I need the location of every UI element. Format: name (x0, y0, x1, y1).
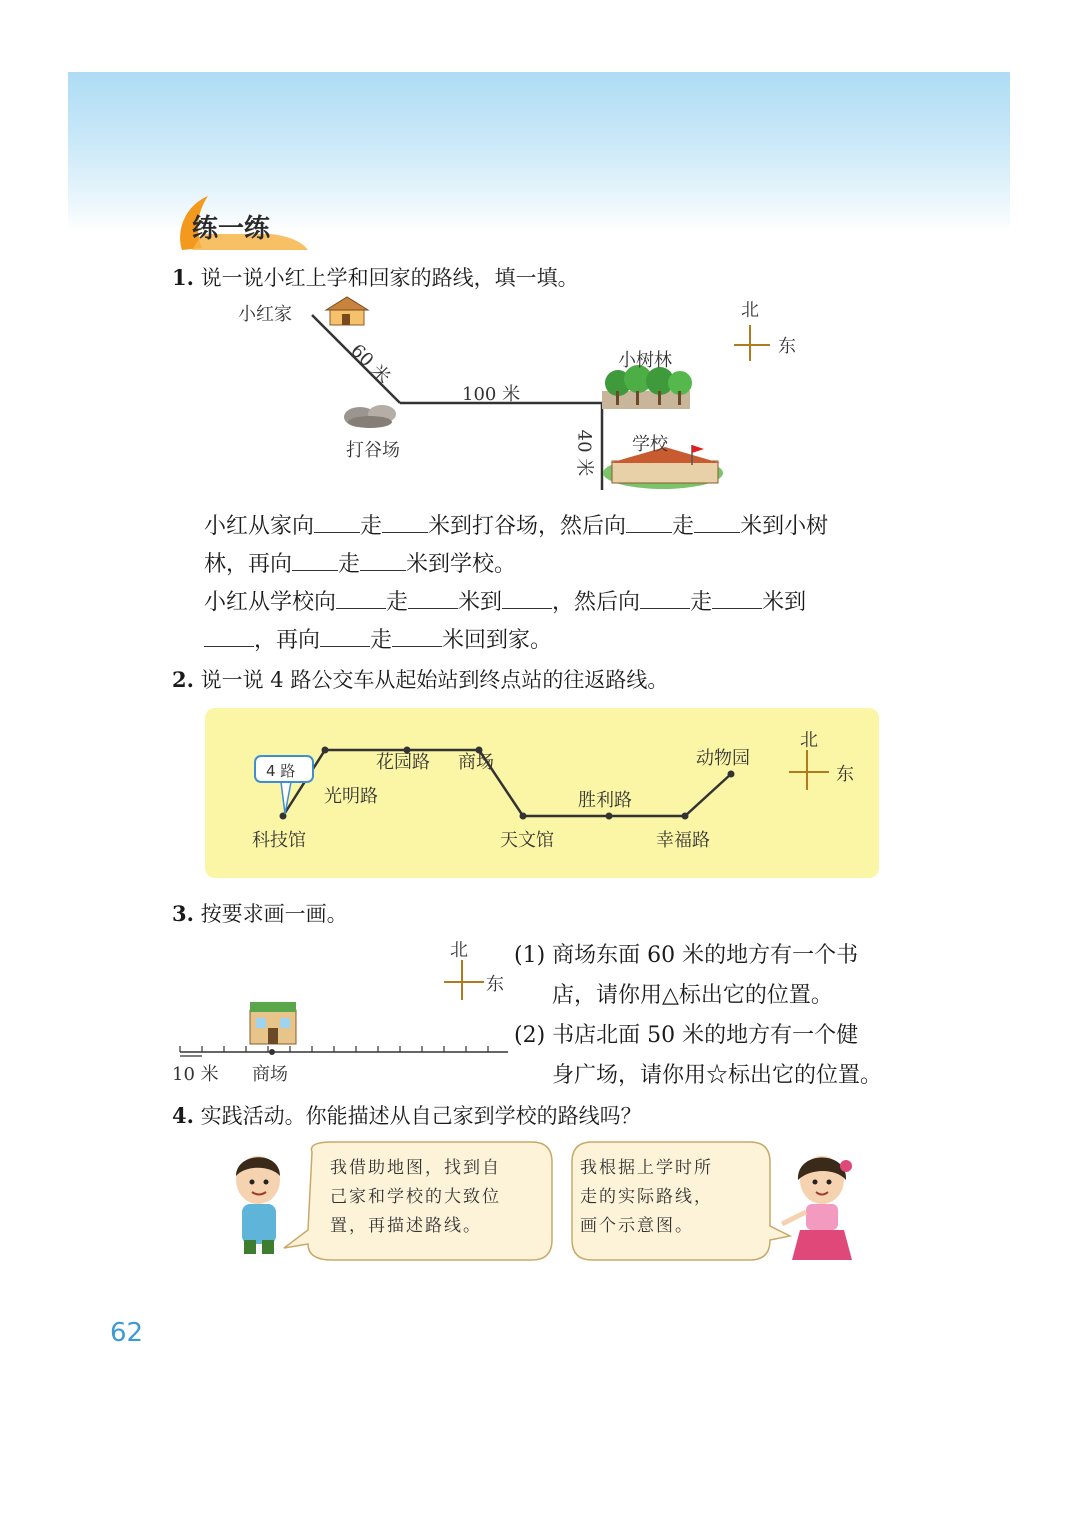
fill-text: 米到打谷场，然后向 (428, 514, 627, 539)
q1-route-map (230, 295, 830, 500)
q1-fill-line-1 (204, 508, 828, 546)
mall-dot (269, 1049, 275, 1055)
mall-icon (250, 1002, 296, 1044)
question-4-title (172, 1100, 642, 1130)
stop-dongwuyuan: 动物园 (696, 748, 750, 769)
q1-fill-line-3 (204, 584, 806, 622)
fill-text: ，然后向 (552, 590, 641, 615)
answer-blank[interactable] (392, 624, 442, 647)
boy-speech-line: 己家和学校的大致位 (330, 1187, 501, 1207)
label-distance-60: 60 米 (346, 340, 395, 388)
fill-text: 小红从学校向 (204, 590, 337, 615)
stop-shengli: 胜利路 (578, 790, 632, 811)
fill-text: 米到学校。 (406, 552, 517, 577)
boy-speech-line: 我借助地图，找到自 (330, 1158, 501, 1178)
fill-text: 走 (386, 590, 409, 615)
bus-route-map (205, 708, 879, 878)
answer-blank[interactable] (502, 586, 552, 609)
girl-speech-text (580, 1154, 713, 1241)
fill-text: 米到小树 (740, 514, 829, 539)
stop-tianwen: 天文馆 (500, 830, 554, 851)
fill-text: 林，再向 (204, 552, 293, 577)
label-home: 小红家 (238, 304, 292, 325)
fill-text: 走 (360, 514, 383, 539)
answer-blank[interactable] (336, 586, 386, 609)
fill-text: ，再向 (254, 628, 321, 653)
answer-blank[interactable] (360, 548, 406, 571)
mall-label: 商场 (252, 1064, 288, 1085)
answer-blank[interactable] (694, 510, 740, 533)
q3-compass-east: 东 (486, 974, 504, 995)
rocks-icon (344, 405, 396, 428)
stop-huayuan: 花园路 (376, 752, 430, 773)
q3-task-1-line-1: (1) 商场东面 60 米的地方有一个书 (514, 943, 859, 968)
stop-guangming: 光明路 (324, 786, 378, 807)
boy-speech-line: 置，再描述路线。 (330, 1216, 482, 1236)
stop-dot (682, 813, 689, 820)
answer-blank[interactable] (314, 510, 360, 533)
q3-task-1-line-2: 店，请你用△标出它的位置。 (552, 983, 833, 1008)
q1-compass-icon (734, 325, 770, 361)
q4-illustration (222, 1140, 862, 1275)
stop-kejiguan: 科技馆 (252, 830, 306, 851)
question-1-prompt: 说一说小红上学和回家的路线，填一填。 (200, 266, 579, 290)
fill-text: 走 (338, 552, 361, 577)
answer-blank[interactable] (408, 586, 458, 609)
answer-blank[interactable] (320, 624, 370, 647)
q1-compass-east: 东 (778, 336, 796, 357)
q1-compass-north: 北 (741, 300, 759, 321)
q3-task-2-line-1: (2) 书店北面 50 米的地方有一个健 (514, 1023, 859, 1048)
answer-blank[interactable] (292, 548, 338, 571)
fill-text: 米到 (762, 590, 807, 615)
girl-speech-line: 我根据上学时所 (580, 1158, 713, 1178)
girl-icon (782, 1156, 852, 1260)
question-2-prompt: 说一说 4 路公交车从起始站到终点站的往返路线。 (200, 668, 669, 692)
q1-fill-line-2 (204, 546, 516, 584)
answer-blank[interactable] (382, 510, 428, 533)
scale-ticks (180, 1046, 488, 1056)
stop-dot (606, 813, 613, 820)
q3-compass-icon (444, 960, 484, 1000)
question-3-number: 3. (172, 901, 194, 926)
q2-compass-east: 东 (836, 764, 854, 785)
label-distance-100: 100 米 (462, 384, 521, 405)
stop-dot (728, 771, 735, 778)
fill-text: 走 (690, 590, 713, 615)
girl-speech-line: 画个示意图。 (580, 1216, 694, 1236)
boy-speech-text (330, 1154, 501, 1241)
label-distance-40: 40 米 (573, 429, 595, 477)
scale-label: 10 米 (172, 1064, 219, 1085)
page-number: 62 (110, 1318, 144, 1348)
house-icon (326, 297, 368, 325)
girl-speech-line: 走的实际路线， (580, 1187, 713, 1207)
section-title: 练一练 (192, 214, 271, 244)
q1-fill-line-4 (204, 622, 552, 660)
stop-dot (322, 747, 329, 754)
boy-icon (236, 1156, 280, 1254)
question-4-number: 4. (172, 1103, 194, 1128)
stop-shangchang: 商场 (458, 752, 494, 773)
q3-task-2-line-2: 身广场，请你用☆标出它的位置。 (552, 1063, 883, 1088)
q2-compass-north: 北 (800, 730, 818, 751)
question-2-number: 2. (172, 667, 194, 692)
stop-xingfu: 幸福路 (656, 830, 710, 851)
q3-compass-north: 北 (450, 940, 468, 961)
fill-text: 走 (672, 514, 695, 539)
answer-blank[interactable] (712, 586, 762, 609)
question-3-prompt: 按要求画一画。 (200, 902, 348, 926)
label-woods: 小树林 (618, 350, 672, 371)
label-school: 学校 (632, 434, 668, 455)
answer-blank[interactable] (626, 510, 672, 533)
question-2-title (172, 664, 668, 694)
bus-sign-label: 4 路 (266, 762, 296, 780)
fill-text: 走 (370, 628, 393, 653)
fill-text: 小红从家向 (204, 514, 315, 539)
answer-blank[interactable] (204, 624, 254, 647)
answer-blank[interactable] (640, 586, 690, 609)
q2-compass-icon (789, 750, 829, 790)
fill-text: 米回到家。 (442, 628, 553, 653)
question-3-title (172, 898, 348, 928)
label-threshing: 打谷场 (346, 440, 400, 461)
stop-dot (520, 813, 527, 820)
question-1-number: 1. (172, 265, 194, 290)
question-4-prompt: 实践活动。你能描述从自己家到学校的路线吗？ (200, 1104, 642, 1128)
fill-text: 米到 (458, 590, 503, 615)
question-1-title (172, 262, 579, 292)
